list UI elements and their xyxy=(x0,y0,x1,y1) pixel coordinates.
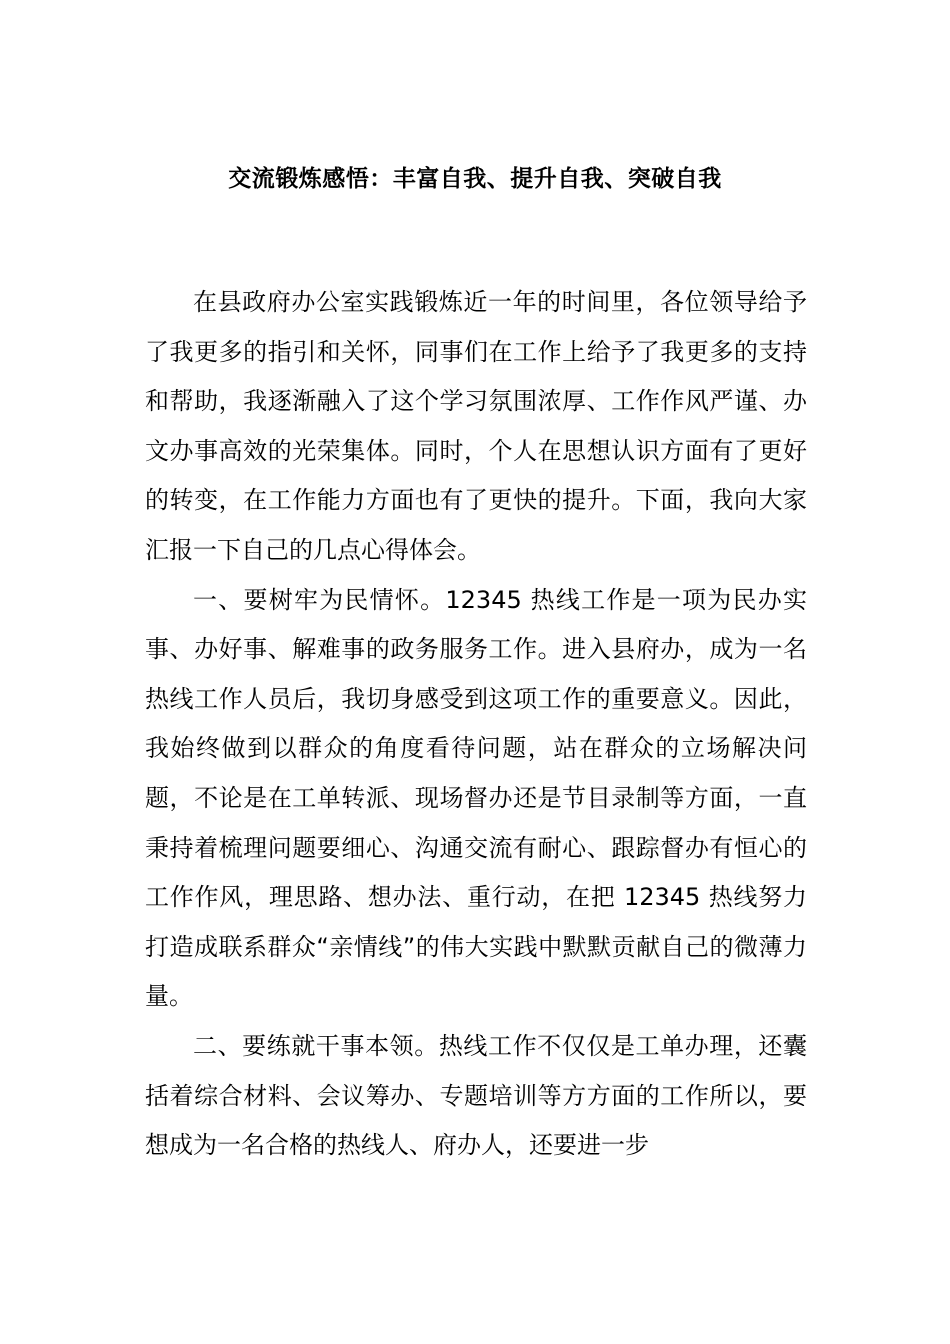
document-body xyxy=(145,278,807,1171)
document-title: 交流锻炼感悟：丰富自我、提升自我、突破自我 xyxy=(228,166,722,192)
paragraph-section-two: 二、要练就干事本领。热线工作不仅仅是工单办理，还囊括着综合材料、会议筹办、专题培训等方方面的工作所以，要想成为一名合格的热线人、府办人，还要进一步 xyxy=(145,1031,807,1160)
paragraph-intro: 在县政府办公室实践锻炼近一年的时间里，各位领导给予了我更多的指引和关怀，同事们在工作上给予了我更多的支持和帮助，我逐渐融入了这个学习氛围浓厚、工作作风严谨、办文办事高效的光荣集体。同时，个人在思想认识方面有了更好的转变，在工作能力方面也有了更快的提升。下面，我向大家汇报一下自己的几点心得体会。 xyxy=(145,288,807,564)
paragraph-section-one: 一、要树牢为民情怀。12345 热线工作是一项为民办实事、办好事、解难事的政务服务工作。进入县府办，成为一名热线工作人员后，我切身感受到这项工作的重要意义。因此，我始终做到以群众的角度看待问题，站在群众的立场解决问题，不论是在工单转派、现场督办还是节目录制等方面，一直秉持着梳理问题要细心、沟通交流有耐心、跟踪督办有恒心的工作作风，理思路、想办法、重行动，在把 12345 热线努力打造成联系群众“亲情线”的伟大实践中默默贡献自己的微薄力量。 xyxy=(145,585,807,1011)
